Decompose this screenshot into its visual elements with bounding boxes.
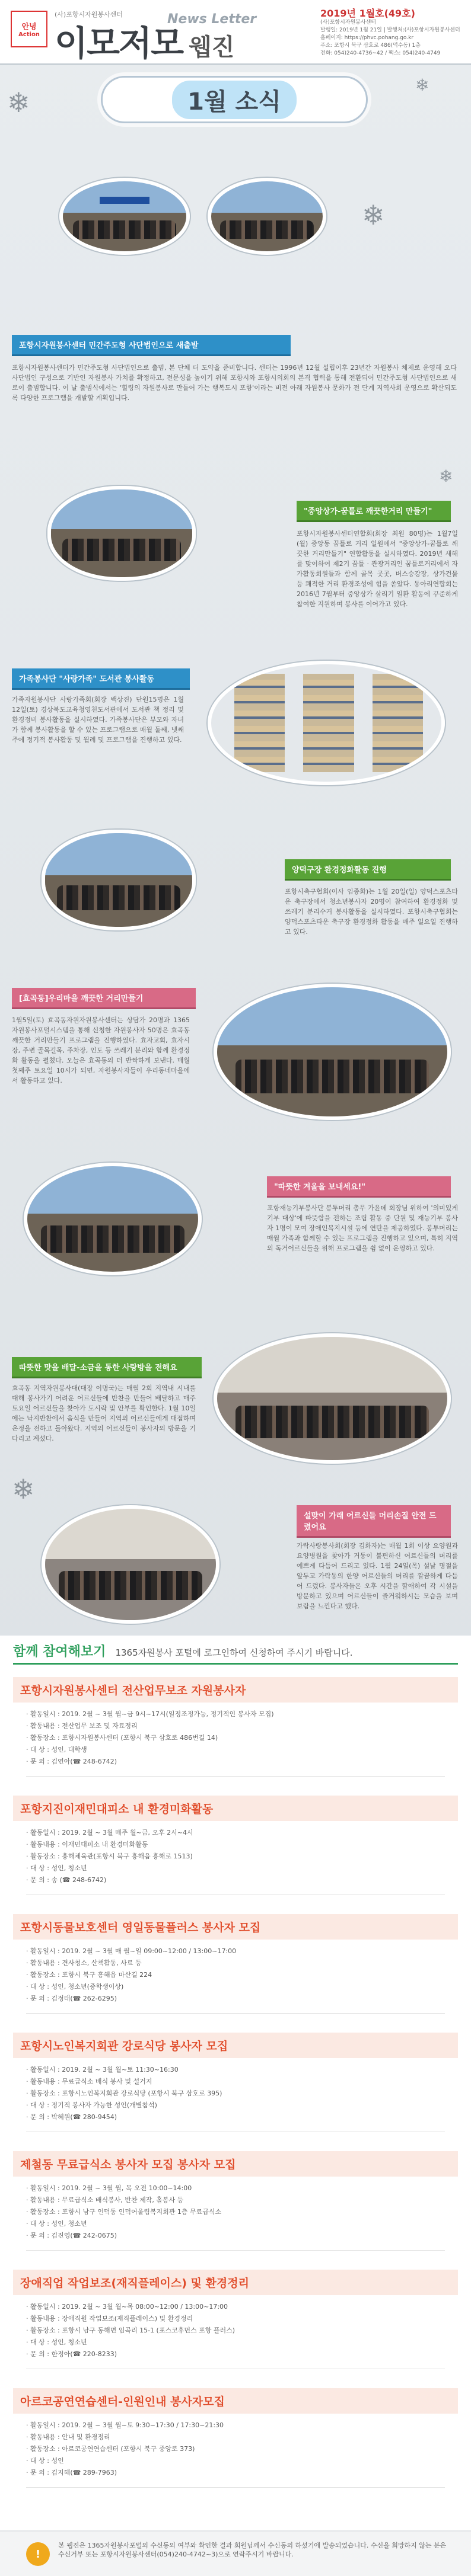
volunteer-detail-row: · 활동일시 : 2019. 2월 ~ 3월 월~목 08:00~12:00 / 13:00~17:00 [26, 2303, 228, 2311]
volunteer-post-title[interactable]: 포항시동물보호센터 영일동물플러스 봉사자 모집 [13, 1914, 458, 1940]
volunteer-detail-row: · 대 상 : 성인, 청소년 [26, 2220, 87, 2228]
volunteer-post[interactable] [13, 1796, 458, 1895]
volunteer-detail-row: · 대 상 : 성인, 청소년 [26, 1864, 87, 1872]
article-body: 효곡동 지역자원봉사대(대장 이명국)는 매월 2회 지역내 시내를 대해 봉사가기 어려운 어르신들에 반찬을 만들어 배달하고 매주 토요일 어르신들을 찾아가 도시락 및 안부를 확인한다. 1월 10일에는 낙지반찬에서 음식을 만들어 지역의 어르신들에게 대접하며 온정을 전하고 돌아왔다. 지역의 어르신들이 봉사자의 방문을 기다리고 계셨다. [12, 1384, 196, 1442]
footer [0, 2530, 471, 2576]
title-main: 이모저모 [55, 23, 183, 63]
article-photo [42, 1505, 219, 1624]
volunteer-detail-row: · 대 상 : 성인, 청소년 [26, 2338, 87, 2346]
pubinfo-line: 주소: 포항시 북구 삼호로 486(덕수동) 1층 [320, 43, 421, 49]
volunteer-detail-row: · 대 상 : 성인 [26, 2457, 64, 2465]
volunteer-detail-row: · 문 의 : 김진영(☎ 242-0675) [26, 2232, 117, 2239]
pubinfo-line: 전화: 054)240-4736~42 / 팩스: 054)240-4749 [320, 50, 441, 56]
snowflake-icon: ❄ [439, 466, 453, 486]
snowflake-icon: ❄ [415, 75, 429, 95]
volunteer-detail-row: · 활동일시 : 2019. 2월 ~ 3월 매 월~일 09:00~12:00 / 13:00~17:00 [26, 1947, 237, 1955]
snowflake-icon: ❄ [7, 87, 30, 119]
publisher-info [320, 19, 463, 57]
volunteer-detail-row: · 활동내용 : 전산업무 보조 및 자료정리 [26, 1722, 138, 1730]
volunteer-detail-row: · 활동장소 : 아르코공연연습센터 (포항시 북구 중앙로 373) [26, 2445, 195, 2453]
title-sub: 웹진 [189, 34, 235, 61]
article-photo [208, 178, 326, 255]
article-tag: 따뜻한 맛을 배달-소금을 통한 사랑방을 전해요 [12, 1357, 202, 1378]
volunteer-detail-row: · 활동장소 : 흥해체육관(포항시 북구 흥해읍 흥해로 1513) [26, 1852, 193, 1860]
volunteer-detail-row: · 활동내용 : 장애직원 작업보조(재직플레이스) 및 환경정리 [26, 2315, 193, 2322]
center-logo [11, 11, 47, 47]
volunteer-detail-row: · 대 상 : 정기적 봉사자 가능한 성인(개별참석) [26, 2101, 157, 2109]
month-title: 1월 소식 [172, 81, 297, 119]
month-title-area [0, 65, 471, 142]
volunteer-detail-row: · 대 상 : 성인, 청소년(중학생이상) [26, 1983, 124, 1991]
article-photo [24, 1163, 202, 1275]
divider [26, 2487, 445, 2488]
article-body: 가락사랑봉사회(회장 김화자)는 매월 1회 이상 요양원과 요양병원을 찾아가 거동이 불편하신 어르신들의 머리를 예쁘게 다듬어 드리고 있다. 1월 24일(목) 설날 명절을 앞두고 가락동의 한양 어르신들의 머리를 깔끔하게 다듬어 드렸다. 봉사자들은 오후 시간을 할애하여 각 시설을 방문하고 있으며 어르신들이 즐거워하시는 모습을 보며 보람을 느낀다고 했다. [297, 1542, 458, 1610]
volunteer-post-title[interactable]: 포항시노인복지회관 강로식당 봉사자 모집 [13, 2033, 458, 2058]
volunteer-detail-row: · 활동내용 : 무료급식소 배식 봉사 및 설거지 [26, 2078, 152, 2085]
month-badge [101, 76, 368, 123]
volunteer-post-details [13, 2295, 458, 2369]
volunteer-detail-row: · 활동일시 : 2019. 2월 ~ 3월 월~토 11:30~16:30 [26, 2066, 179, 2073]
volunteer-detail-row: · 문 의 : 박혜원(☎ 280-9454) [26, 2113, 117, 2121]
volunteer-detail-row: · 활동일시 : 2019. 2월 ~ 3월 매주 월~금, 오후 2시~4시 [26, 1829, 193, 1836]
article-photo [59, 178, 190, 255]
volunteer-post-title[interactable]: 포항시자원봉사센터 전산업무보조 자원봉사자 [13, 1677, 458, 1703]
divider [26, 1776, 445, 1777]
volunteer-detail-row: · 활동장소 : 포항시노인복지회관 강로식당 (포항시 북구 삼호로 395) [26, 2089, 222, 2097]
article-tag: 포항시자원봉사센터 민간주도형 사단법인으로 새출발 [12, 335, 291, 356]
volunteer-detail-row: · 활동장소 : 포항시 남구 동해면 임곡리 15-1 (포스코휴먼스 포항 플러스) [26, 2327, 235, 2334]
volunteer-post-details [13, 2177, 458, 2251]
logo-text: 안녕 [21, 23, 37, 31]
footer-notice: 본 웹진은 1365자원봉사포털의 수신동의 여부와 확인한 결과 회원님께서 수신동의 하셨기에 발송되었습니다. 수신을 희망하지 않는 분은 수신거부 또는 포항시자원봉사센터(054)240-4742~3)으로 연락주시기 바랍니다. [58, 2542, 447, 2558]
volunteer-post[interactable] [13, 1677, 458, 1777]
divider [26, 2013, 445, 2014]
volunteer-post-title[interactable]: 장애직업 작업보조(재직플레이스) 및 환경정리 [13, 2270, 458, 2295]
participation-heading [13, 1641, 353, 1660]
alert-icon: ! [26, 2542, 50, 2566]
volunteer-detail-row: · 활동장소 : 포항시자원봉사센터 (포항시 북구 삼호로 486번길 14) [26, 1734, 218, 1742]
participation-section [0, 1636, 471, 2530]
volunteer-detail-row: · 문 의 : 한정아(☎ 220-8233) [26, 2350, 117, 2358]
volunteer-post[interactable] [13, 2270, 458, 2369]
issue-label: 2019년 1월호(49호) [320, 8, 415, 19]
volunteer-detail-row: · 활동장소 : 포항시 북구 흥해읍 마산길 224 [26, 1971, 152, 1979]
newsletter-label: News Letter [167, 12, 257, 27]
volunteer-post[interactable] [13, 2033, 458, 2132]
participation-title: 함께 참여해보기 [13, 1644, 106, 1659]
divider [26, 2250, 445, 2251]
volunteer-post[interactable] [13, 2151, 458, 2251]
volunteer-detail-row: · 활동일시 : 2019. 2월 ~ 3월 월, 목 오전 10:00~14:00 [26, 2184, 192, 2192]
article-body: 포항시자원봉사센터가 민간주도형 사단법인으로 출범, 본 단체 더 도약을 준비합니다. 센터는 1996년 12월 설립이후 23년간 자원봉사 체제로 운영해 오다 사단법인 구성으로 기반인 자원봉사 가치를 확정하고, 전문성을 높이기 위해 포항시와 포항시의회의 본격 협력을 통해 전환되어 민간주도형 사단법인으로 새로이 출범합니다. 이 날 출범식에서는 '힐링의 자원봉사로 만들어 가는 행복도시 포항'이라는 비전 아래 자원봉사 문화가 전 단계 지역사회 운영으로 확산되도록 다양한 프로그램을 개발할 계획입니다. [12, 364, 457, 402]
header [0, 0, 471, 65]
volunteer-detail-row: · 문 의 : 김연아(☎ 248-6742) [26, 1758, 117, 1765]
article-tag: "중앙상가-꿈틀로 깨끗한거리 만들기" [297, 501, 451, 522]
article-tag: [효곡동]우리마을 깨끗한 거리만들기 [12, 988, 196, 1009]
volunteer-post-title[interactable]: 제철동 무료급식소 봉사자 모집 봉사자 모집 [13, 2151, 458, 2177]
article-photo [42, 830, 196, 930]
article-tag: 설맞이 가래 어르신들 머리손질 안전 드렸어요 [297, 1505, 451, 1538]
article-photo [214, 984, 451, 1120]
article-photo [47, 486, 196, 581]
divider [13, 1663, 458, 1665]
volunteer-detail-row: · 활동내용 : 이재민대피소 내 환경미화활동 [26, 1841, 148, 1848]
article-body: 포항재능기부봉사단 봉투머리 총무 가윤데 회장님 위하여 '의미있게 기부 대상'에 따뜻함을 전하는 조립 활동 중 단원 및 재능기부 봉사자 1명이 모여 장애인복지시설 등에 연탄을 제공하였다. 봉투머리는 매월 가족과 함께할 수 있는 프로그램을 진행하고 있으며, 특히 지역의 독거어르신들을 위해 프로그램을 쉼 없이 운영하고 있다. [267, 1204, 458, 1252]
volunteer-detail-row: · 활동내용 : 견사청소, 산책활동, 사료 등 [26, 1959, 142, 1967]
article-photo [214, 1333, 451, 1464]
pubinfo-line: (사)포항시자원봉사센터 [320, 20, 376, 25]
volunteer-detail-row: · 문 의 : 김정태(☎ 262-6295) [26, 1995, 117, 2002]
participation-subtitle: 1365자원봉사 포털에 로그인하여 신청하여 주시기 바랍니다. [115, 1647, 353, 1658]
volunteer-post-details [13, 1940, 458, 2014]
article-body: 1월5일(토) 효곡동자원자원봉사센터는 상담가 20명과 1365자원봉사포털시스템을 통해 신청한 자원봉사자 50명은 효곡동 깨끗한 거리만들기 프로그램을 진행하였다. 효자교회, 효자시장, 주변 골목길목, 주차장, 인도 등 쓰레기 분리와 함께 환경정화 활동을 펼쳤다. 오늘은 효곡동의 더 반짝하게 보낸다. 매월 첫째주 토요일 10시가 되면, 자원봉사자들이 우리동네마을에서 활동하고 있다. [12, 1016, 190, 1084]
snowflake-icon: ❄ [12, 1473, 35, 1505]
article-body: 포항시자원봉사센터연합회(회장 최원 80명)는 1월7일(월) 중앙동 꿈틀로 거리 일원에서 "중앙상가-꿈틀로 깨끗한 거리만들기" 연합활동을 실시하였다. 2019년 새해를 맞이하여 제2기 꿈틀 · 관광거리인 꿈틀로거리에서 자가활동회원들과 함께 골목 곳곳, 버스승강장, 상가건물 등 쾌적한 거리 환경조성에 힘을 쏟았다. 동아리연합회는 2016년 7월부터 중앙상가 살리기 일환 활동에 꾸준하게 참여한 지원하며 봉사를 이어가고 있다. [297, 530, 458, 608]
volunteer-detail-row: · 활동내용 : 무료급식소 배식봉사, 반찬 제작, 홀봉사 등 [26, 2196, 184, 2204]
volunteer-detail-row: · 활동장소 : 포항시 남구 인덕동 인덕어울림복지회관 1층 무료급식소 [26, 2208, 222, 2216]
volunteer-post[interactable] [13, 1914, 458, 2014]
volunteer-post-title[interactable]: 포항지진이재민대피소 내 환경미화활동 [13, 1796, 458, 1821]
volunteer-post-details [13, 1703, 458, 1777]
volunteer-detail-row: · 대 상 : 성인, 대학생 [26, 1746, 87, 1753]
article-tag: 가족봉사단 "사랑가족" 도서관 봉사활동 [12, 668, 190, 690]
volunteer-detail-row: · 활동내용 : 안내 및 환경정리 [26, 2433, 110, 2441]
org-name: (사)포항시자원봉사센터 [55, 11, 123, 18]
volunteer-detail-row: · 활동일시 : 2019. 2월 ~ 3월 월~금 9시~17시(일정조정가능, 정기적인 봉사자 모집) [26, 1710, 274, 1718]
logo-subtext: Action [18, 31, 40, 38]
article-tag: 양덕구장 환경정화활동 진행 [285, 859, 451, 881]
volunteer-post[interactable] [13, 2388, 458, 2488]
volunteer-detail-row: · 문 의 : 송 (☎ 248-6742) [26, 1876, 107, 1884]
pubinfo-line[interactable]: 홈페이지: https://phvc.pohang.go.kr [320, 35, 414, 41]
article-tag: "따뜻한 겨울을 보내세요!" [267, 1176, 451, 1198]
volunteer-post-details [13, 1821, 458, 1895]
volunteer-detail-row: · 문 의 : 김지혜(☎ 289-7963) [26, 2469, 117, 2476]
article-body: 포항시축구협회(이사 임종화)는 1월 20일(일) 양덕스포츠타운 축구장에서 청소년봉사자 20명이 참여하여 환경정화 및 쓰레기 분리수거 봉사활동을 실시하였다. 포항시축구협회는 양덕스포츠타운 축구장 환경정화 활동을 매주 일요일 진행하고 있다. [285, 888, 458, 936]
volunteer-post-title[interactable]: 아르코공연연습센터-인원인내 봉사자모집 [13, 2388, 458, 2414]
volunteer-detail-row: · 활동일시 : 2019. 2월 ~ 3월 월~토 9:30~17:30 / 17:30~21:30 [26, 2421, 224, 2429]
snowflake-icon: ❄ [362, 199, 385, 231]
pubinfo-line: 발행일: 2019년 1월 21일 | 발행처:(사)포항시자원봉사센터 [320, 27, 460, 33]
volunteer-post-details [13, 2414, 458, 2488]
article-body: 가족자원봉사단 사랑가족회(회장 백상진) 단원15명은 1월12일(토) 경상북도교육청영천도서관에서 도서관 책 정리 및 환경정비 봉사활동을 실시하였다. 가족봉사단은 부모와 자녀가 함께 봉사활동을 할 수 있는 프로그램으로 매월 둘째, 넷째주에 정기적 봉사활동 및 월례 및 프로그램을 진행하고 있다. [12, 696, 184, 744]
volunteer-post-details [13, 2058, 458, 2132]
article-photo [208, 661, 445, 785]
